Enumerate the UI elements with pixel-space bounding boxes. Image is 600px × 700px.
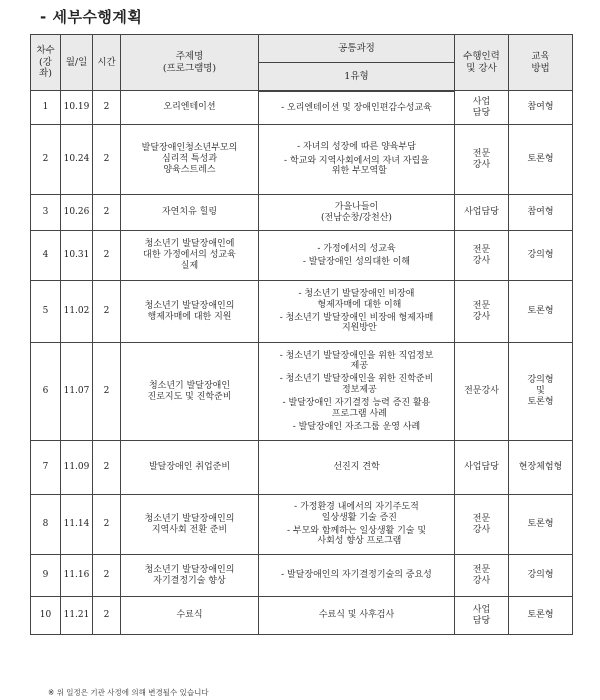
content-item: - 부모와 함께하는 일상생활 기술 및 사회성 향상 프로그램 xyxy=(286,526,427,547)
cell-date: 11.09 xyxy=(61,441,93,495)
table-row xyxy=(31,441,573,495)
cell-staff: 전문강사 xyxy=(455,343,509,441)
cell-date: 10.26 xyxy=(61,195,93,231)
cell-no: 2 xyxy=(31,125,61,195)
cell-theme: 자연치유 힐링 xyxy=(121,195,259,231)
cell-no: 3 xyxy=(31,195,61,231)
cell-content xyxy=(259,597,455,635)
header-hours: 시간 xyxy=(93,35,121,91)
content-item: - 발달장애인의 자기결정기술의 중요성 xyxy=(281,570,432,581)
cell-hours: 2 xyxy=(93,441,121,495)
cell-staff: 사업담당 xyxy=(455,441,509,495)
cell-no: 10 xyxy=(31,597,61,635)
table-row xyxy=(31,495,573,555)
cell-staff: 전문 강사 xyxy=(455,495,509,555)
table-row xyxy=(31,125,573,195)
cell-hours: 2 xyxy=(93,125,121,195)
table-row xyxy=(31,597,573,635)
content-item: - 오리엔테이션 및 장애인편감수성교육 xyxy=(281,102,432,113)
header-common-course: 공통과정 xyxy=(259,35,455,63)
cell-content xyxy=(259,441,455,495)
table-row xyxy=(31,195,573,231)
cell-date: 11.21 xyxy=(61,597,93,635)
schedule-table xyxy=(30,34,573,635)
cell-theme: 발달장애인청소년부모의 심리적 특성과 양육스트레스 xyxy=(121,125,259,195)
table-row xyxy=(31,231,573,281)
cell-date: 11.16 xyxy=(61,555,93,597)
content-item: 수료식 및 사후검사 xyxy=(318,610,395,621)
cell-date: 10.31 xyxy=(61,231,93,281)
cell-date: 11.07 xyxy=(61,343,93,441)
cell-content xyxy=(259,231,455,281)
cell-hours: 2 xyxy=(93,231,121,281)
cell-no: 7 xyxy=(31,441,61,495)
cell-content xyxy=(259,195,455,231)
cell-content xyxy=(259,125,455,195)
cell-no: 1 xyxy=(31,91,61,125)
cell-date: 10.19 xyxy=(61,91,93,125)
content-item: - 청소년기 발달장애인을 위한 진학준비 정보제공 xyxy=(279,374,434,395)
cell-no: 8 xyxy=(31,495,61,555)
cell-staff: 사업 담당 xyxy=(455,91,509,125)
cell-no: 4 xyxy=(31,231,61,281)
table-row xyxy=(31,555,573,597)
table-row xyxy=(31,281,573,343)
cell-content xyxy=(259,91,455,125)
cell-staff: 전문 강사 xyxy=(455,555,509,597)
cell-hours: 2 xyxy=(93,343,121,441)
cell-theme: 청소년기 발달장애인의 자기결정기술 향상 xyxy=(121,555,259,597)
content-item: - 청소년기 발달장애인 비장애 형제자매에 대한 이해 xyxy=(298,289,415,310)
cell-method: 참여형 xyxy=(509,91,573,125)
cell-no: 9 xyxy=(31,555,61,597)
cell-method: 토론형 xyxy=(509,281,573,343)
cell-method: 토론형 xyxy=(509,597,573,635)
cell-staff: 사업담당 xyxy=(455,195,509,231)
cell-staff: 전문 강사 xyxy=(455,231,509,281)
content-item: 선진지 견학 xyxy=(333,462,380,473)
cell-method: 토론형 xyxy=(509,125,573,195)
content-item: - 발달장애인 자조그룹 운영 사례 xyxy=(292,421,421,432)
content-item: - 발달장애인 성의대한 이해 xyxy=(302,257,411,267)
cell-content xyxy=(259,343,455,441)
cell-hours: 2 xyxy=(93,555,121,597)
cell-staff: 전문 강사 xyxy=(455,281,509,343)
header-theme: 주제명 (프로그램명) xyxy=(121,35,259,91)
cell-method: 현장체험형 xyxy=(509,441,573,495)
content-item: - 자녀의 성장에 따른 양육부담 xyxy=(297,142,416,153)
content-item: - 학교와 지역사회에서의 자녀 자립을 위한 부모역할 xyxy=(284,155,429,177)
cell-hours: 2 xyxy=(93,195,121,231)
cell-theme: 청소년기 발달장애인의 행제자매에 대한 지원 xyxy=(121,281,259,343)
cell-theme: 수료식 xyxy=(121,597,259,635)
cell-theme: 오리엔테이션 xyxy=(121,91,259,125)
header-type: 1유형 xyxy=(259,63,455,91)
cell-method: 강의형 xyxy=(509,231,573,281)
cell-staff: 전문 강사 xyxy=(455,125,509,195)
cell-method: 참여형 xyxy=(509,195,573,231)
cell-no: 6 xyxy=(31,343,61,441)
cell-staff: 사업 담당 xyxy=(455,597,509,635)
content-item: 가을나들이 (전남순창/강천산) xyxy=(321,202,392,223)
cell-method: 강의형 xyxy=(509,555,573,597)
cell-hours: 2 xyxy=(93,91,121,125)
header-session: 차수 (강좌) xyxy=(31,35,61,91)
cell-hours: 2 xyxy=(93,495,121,555)
header-date: 월/일 xyxy=(61,35,93,91)
footnote: ※ 위 일정은 기관 사정에 의해 변경될수 있습니다 xyxy=(48,688,209,697)
content-item: - 가정환경 내에서의 자기주도적 일상생활 기술 증진 xyxy=(294,502,419,523)
cell-date: 10.24 xyxy=(61,125,93,195)
cell-hours: 2 xyxy=(93,281,121,343)
cell-content xyxy=(259,495,455,555)
cell-date: 11.02 xyxy=(61,281,93,343)
cell-theme: 발달장애인 취업준비 xyxy=(121,441,259,495)
header-method: 교육 방법 xyxy=(509,35,573,91)
cell-content xyxy=(259,555,455,597)
cell-hours: 2 xyxy=(93,597,121,635)
cell-theme: 청소년기 발달장애인 진로지도 및 진학준비 xyxy=(121,343,259,441)
cell-theme: 청소년기 발달장애인에 대한 가정에서의 성교육 실제 xyxy=(121,231,259,281)
cell-method: 강의형 및 토론형 xyxy=(509,343,573,441)
header-staff: 수행인력 및 강사 xyxy=(455,35,509,91)
cell-content xyxy=(259,281,455,343)
content-item: - 가정에서의 성교육 xyxy=(317,243,396,254)
cell-method: 토론형 xyxy=(509,495,573,555)
content-item: - 발달장애인 자기결정 능력 증진 활용 프로그램 사례 xyxy=(282,398,431,419)
table-body xyxy=(31,91,573,635)
page-title: - 세부수행계획 xyxy=(40,8,143,26)
cell-date: 11.14 xyxy=(61,495,93,555)
table-row xyxy=(31,343,573,441)
table-row xyxy=(31,91,573,125)
content-item: - 청소년기 발달장애인을 위한 직업정보 제공 xyxy=(279,350,434,372)
content-item: - 청소년기 발달장애인 비장애 형제자매 지원방안 xyxy=(279,313,434,334)
cell-no: 5 xyxy=(31,281,61,343)
cell-theme: 청소년기 발달장애인의 지역사회 전환 준비 xyxy=(121,495,259,555)
